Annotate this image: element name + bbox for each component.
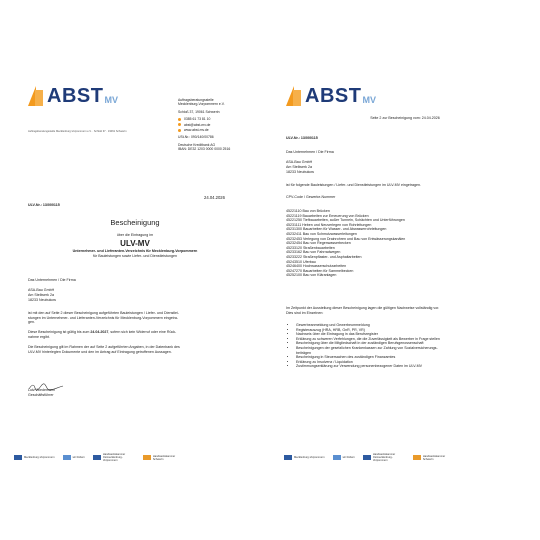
footer-logo bbox=[93, 453, 135, 462]
proof-intro bbox=[286, 306, 439, 315]
footer-text: wir fördern bbox=[342, 456, 355, 459]
cpv-item: 45221250 Tiefbauarbeiten, außer Tunneln, Schächten und Unterführungen bbox=[286, 218, 405, 223]
cpv-item: 45233222 Straßenpflaster- und Asphaltarbeiten bbox=[286, 254, 362, 259]
email-line bbox=[178, 123, 258, 127]
phone-line bbox=[178, 117, 258, 121]
logo-text: ABST bbox=[47, 85, 104, 107]
doc-subtitle: über die Eintragung im bbox=[116, 233, 154, 237]
footer-logo bbox=[333, 455, 355, 460]
cpv-list bbox=[286, 209, 405, 278]
logo-suffix: MV bbox=[104, 95, 118, 105]
mv-crest-icon bbox=[14, 455, 22, 460]
cpv-item: 45247270 Bauarbeiten für Sammelbecken bbox=[286, 268, 354, 273]
proof-item: • Erklärung zu Insolvenz / Liquidation bbox=[296, 360, 440, 365]
footer-text: Handwerkskammer Schwerin bbox=[152, 454, 176, 461]
org-line: Auftragsberatungsstelle bbox=[178, 98, 214, 102]
bank-line: Deutsche Kreditbank AG bbox=[178, 142, 216, 147]
org-line: Mecklenburg-Vorpommern e.V. bbox=[178, 102, 225, 107]
validity-text-2: nahme ergibt. bbox=[28, 334, 50, 339]
email-text: abst@abst-mv.de bbox=[184, 122, 211, 127]
cpv-item: 45233120 Straßenbauarbeiten bbox=[286, 245, 335, 250]
company-city: 18233 Neubukow bbox=[28, 298, 56, 302]
cpv-item: 45221119 Bauarbeiten zur Erneuerung von Brücken bbox=[286, 213, 369, 218]
proof-item: • Nachweis über die Eintragung in das Berufsregister bbox=[296, 332, 440, 337]
footer-text: Mecklenburg-Vorpommern bbox=[294, 456, 325, 459]
phone-icon bbox=[178, 118, 181, 121]
footer-logos bbox=[14, 453, 256, 462]
footer-logos bbox=[284, 453, 526, 462]
para-3 bbox=[28, 345, 180, 354]
footer-logo bbox=[63, 455, 85, 460]
hwk-icon bbox=[363, 455, 371, 460]
register-desc-2: für Bauleistungen sowie Liefer- und Dienstleistungen bbox=[93, 254, 177, 258]
logo-text: ABST bbox=[305, 85, 362, 107]
company-name: ASA-Bau GmbH bbox=[286, 160, 313, 164]
para-1 bbox=[28, 311, 179, 325]
proof-item: • Gewerbeanmeldung und Gewerbeummeldung bbox=[296, 323, 440, 328]
para-1-line: ist mit den auf Seite 2 dieser Bescheinigung aufgeführten Bauleistungen / Liefer- und Dienstlei- bbox=[28, 311, 180, 315]
para-3-line: Die Bescheinigung gilt im Rahmen der auf Seite 2 aufgeführten Angaben, in der Datenbank des bbox=[28, 345, 180, 349]
web-text: www.abst-mv.de bbox=[184, 128, 209, 133]
proof-item: • Zustimmungserklärung zur Verwendung personenbezogener Daten im ULV-MV bbox=[296, 364, 440, 369]
footer-logo bbox=[143, 455, 179, 461]
proof-item: • Bescheinigung in Steuersachen des zuständigen Finanzamtes bbox=[296, 355, 440, 360]
company-intro: Das Unternehmen / Die Firma bbox=[28, 278, 76, 282]
proof-item: • Erklärung zu schweren Verfehlungen, die die Zuverlässigkeit als Bewerber in Frage stellen bbox=[296, 337, 440, 342]
footer-text: Handwerkskammer Ostmecklenburg-Vorpommern bbox=[372, 453, 396, 462]
signer-role: Geschäftsführer bbox=[28, 393, 54, 397]
para-2 bbox=[28, 330, 176, 339]
company-street: Am Stellwerk 2a bbox=[286, 165, 312, 169]
ulv-number: ULV-Nr.: 13/000115 bbox=[286, 136, 318, 140]
para-3-line: ULV-MV hinterlegten Dokumente und den im Antrag auf Eintragung getroffenen Aussagen. bbox=[28, 349, 172, 354]
ulv-number: ULV-Nr.: 13/000115 bbox=[28, 203, 60, 207]
cpv-item: 45232453 Verlegung von Drainrohren und Bau von Entwässerungskanälen bbox=[286, 236, 406, 241]
register-desc: Unternehmer- und Lieferanten-Verzeichnis für Mecklenburg-Vorpommern bbox=[72, 249, 198, 253]
footer-text: Mecklenburg-Vorpommern bbox=[24, 456, 55, 459]
ust-nr: USt-Nr.: 090/140/00786 bbox=[178, 135, 214, 140]
cpv-item: 45231111 Heben und Neuverlegen von Rohrleitungen bbox=[286, 222, 372, 227]
proof-intro-line: Dies sind im Einzelnen: bbox=[286, 310, 324, 315]
logo-mark-icon bbox=[28, 86, 44, 106]
web-line bbox=[178, 128, 258, 132]
web-icon bbox=[178, 129, 181, 132]
certificate-page-2 bbox=[278, 78, 532, 468]
doc-title: Bescheinigung bbox=[110, 218, 160, 227]
footer-text: wir fördern bbox=[72, 456, 85, 459]
proof-item: • Bescheinigungen der gesetzlichen Krankenkassen zur Zahlung von Sozialversicherungs- bbox=[296, 346, 440, 351]
logo-suffix: MV bbox=[362, 95, 376, 105]
cpv-item: 45232411 Bau von Schmutzwasserleitungen bbox=[286, 231, 357, 236]
proof-item-continued: beiträgen bbox=[296, 350, 311, 355]
phone-text: 0385 61 73 81 10 bbox=[184, 117, 211, 122]
hwk-icon bbox=[93, 455, 101, 460]
footer-text: Handwerkskammer Ostmecklenburg-Vorpommern bbox=[102, 453, 126, 462]
hwk-schwerin-icon bbox=[413, 455, 421, 460]
validity-date: 24.04.2027 bbox=[90, 330, 109, 334]
cpv-item: 45231300 Bauarbeiten für Wasser- und Abwasserrohrleitungen bbox=[286, 227, 387, 232]
validity-text: Diese Bescheinigung ist gültig bis zum bbox=[28, 330, 91, 334]
proof-item: • Bescheinigung über die Mitgliedschaft in der zuständigen Berufsgenossenschaft bbox=[296, 341, 440, 346]
validity-text-end: , sofern sich kein Widerruf oder eine Rück- bbox=[108, 330, 177, 334]
hwk-schwerin-icon bbox=[143, 455, 151, 460]
cpv-item: 45243510 Uferbau bbox=[286, 259, 316, 264]
para-1-line: stungen im Unternehmer- und Lieferanten-Verzeichnis für Mecklenburg-Vorpommern eingetra- bbox=[28, 315, 179, 320]
logo-mark-icon bbox=[286, 86, 302, 106]
company-name: ASA-Bau GmbH bbox=[28, 288, 55, 292]
para-1-line: gen. bbox=[28, 320, 35, 325]
cpv-item: 45221110 Bau von Brücken bbox=[286, 209, 330, 213]
footer-logo bbox=[14, 455, 55, 460]
cpv-heading: CPV-Code / Gewerke-Nummer bbox=[286, 195, 336, 199]
company-city: 18233 Neubukow bbox=[286, 170, 314, 174]
footer-logo bbox=[284, 455, 325, 460]
cpv-item: 45252100 Bau von Kläranlagen bbox=[286, 273, 337, 278]
footer-logo bbox=[413, 455, 449, 461]
org-address: Schloß 37, 19061 Schwerin bbox=[178, 109, 220, 114]
email-icon bbox=[178, 123, 181, 126]
cpv-item: 45246400 Hochwasserschutzarbeiten bbox=[286, 264, 347, 269]
registered-text: ist für folgende Bauleistungen / Liefer- und Dienstleistungen im ULV-MV eingetragen. bbox=[286, 183, 421, 187]
company-street: Am Stellwerk 2a bbox=[28, 293, 54, 297]
register-name: ULV-MV bbox=[120, 239, 150, 248]
footer-text: Handwerkskammer Schwerin bbox=[422, 454, 446, 461]
mv-crest-icon bbox=[284, 455, 292, 460]
sender-line: Auftragsberatungsstelle Mecklenburg-Vorpommern e.V. · Schloß 37 · 19061 Schwerin bbox=[28, 130, 127, 133]
company-intro: Das Unternehmen / Die Firma bbox=[286, 150, 334, 154]
mv-icon bbox=[333, 455, 341, 460]
mv-icon bbox=[63, 455, 71, 460]
abst-logo bbox=[28, 86, 118, 106]
footer-logo bbox=[363, 453, 405, 462]
abst-logo bbox=[286, 86, 376, 106]
cpv-item: 45233162 Bau von Fahrradwegen bbox=[286, 250, 341, 255]
certificate-page-1 bbox=[8, 78, 262, 468]
page-2-header: Seite 2 zur Bescheinigung vom: 24.04.2026 bbox=[370, 116, 440, 120]
bank-line: IBAN: DE32 1203 0000 0000 2516 bbox=[178, 147, 231, 152]
cpv-item: 45232454 Bau von Regenwasserbecken bbox=[286, 241, 351, 246]
date: 24.04.2026 bbox=[204, 195, 225, 200]
proof-item: • Registerauszug (HRA, HRB, GnR, PR, VR) bbox=[296, 328, 440, 333]
signer-name: Lutz Wiedemann bbox=[28, 388, 55, 392]
proof-list bbox=[290, 323, 440, 369]
proof-intro-line: Im Zeitpunkt der Ausstellung dieser Bescheinigung lagen die gültigen Nachweise vollständig vor. bbox=[286, 306, 440, 310]
org-info bbox=[178, 98, 258, 152]
